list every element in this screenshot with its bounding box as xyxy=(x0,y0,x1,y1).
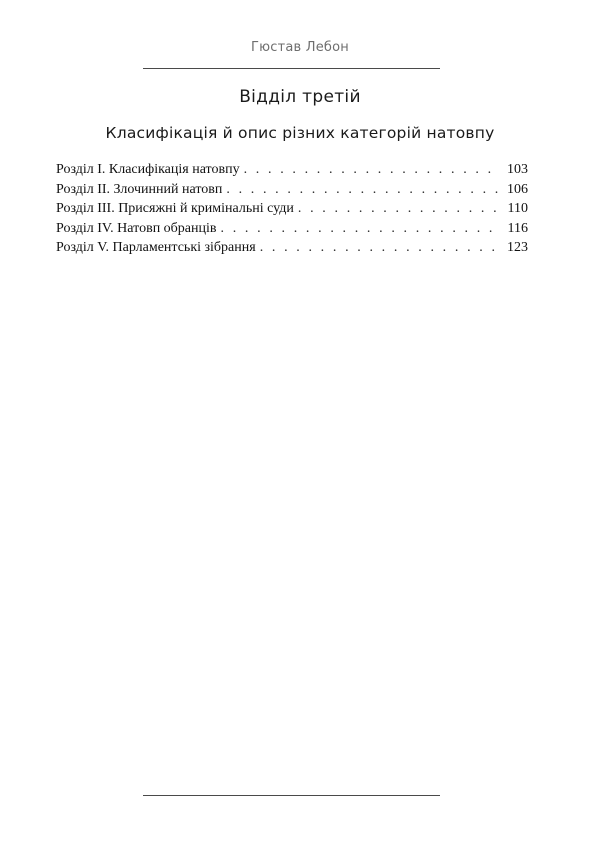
toc-entry-page: 106 xyxy=(507,181,528,197)
toc-entry-title: Розділ V. Парламентські зібрання xyxy=(56,240,256,255)
toc-entry-page: 110 xyxy=(507,201,528,216)
toc-entry-title: Розділ I. Класифікація натовпу xyxy=(56,162,240,177)
toc-entry xyxy=(56,160,528,180)
toc-entry-page: 103 xyxy=(507,162,528,177)
dot-leader xyxy=(226,180,498,200)
dot-leader xyxy=(298,199,498,219)
header-rule xyxy=(143,68,440,69)
section-subtitle: Класифікація й опис різних категорій натовпу xyxy=(105,124,495,142)
toc-entry xyxy=(56,238,528,258)
section-title: Відділ третій xyxy=(239,87,361,107)
toc-entry-page: 123 xyxy=(507,240,528,255)
toc-entry-title: Розділ IV. Натовп обранців xyxy=(56,220,217,236)
dot-leader xyxy=(244,160,498,180)
toc-entry xyxy=(56,180,528,200)
toc-entry-title: Розділ III. Присяжні й кримінальні суди xyxy=(56,201,294,216)
table-of-contents xyxy=(56,160,528,258)
toc-entry xyxy=(56,199,528,219)
dot-leader xyxy=(221,219,498,239)
toc-entry-page: 116 xyxy=(507,220,528,236)
running-head: Гюстав Лебон xyxy=(251,40,349,55)
dot-leader xyxy=(260,238,498,258)
footer-rule xyxy=(143,795,440,796)
toc-entry xyxy=(56,219,528,239)
toc-entry-title: Розділ II. Злочинний натовп xyxy=(56,181,223,197)
